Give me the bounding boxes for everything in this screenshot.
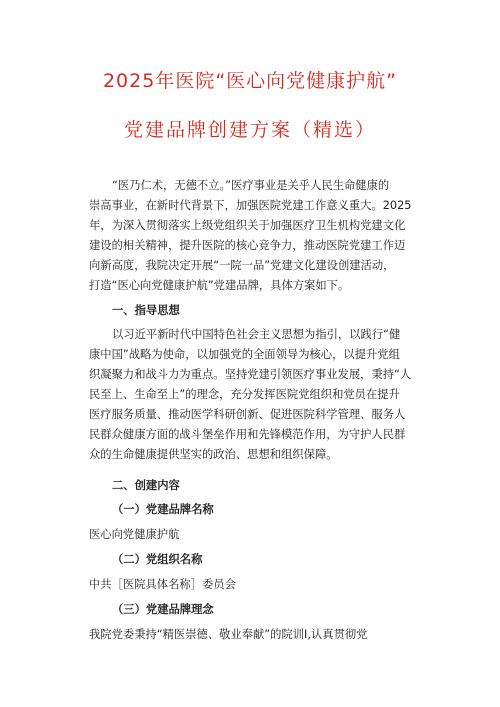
intro-line: 建设的相关精神，提升医院的核心竞争力，推动医院党建工作迈 <box>89 239 406 252</box>
section-1-line: 民至上、生命至上”的理念，充分发挥医院党组织和党员在提升 <box>89 388 400 401</box>
intro-line: 打造“医心向党健康护航”党建品牌，具体方案如下。 <box>89 279 350 292</box>
section-1-line: 织凝聚力和战斗力为重点。坚持党建引领医疗事业发展，秉持“人 <box>89 368 412 381</box>
intro-line: 向新高度，我院决定开展“一院一品”党建文化建设创建活动， <box>89 259 395 272</box>
subsection-3-heading: （三）党建品牌理念 <box>112 603 214 616</box>
section-2-heading: 二、创建内容 <box>112 479 180 492</box>
document-title-line-2: 党建品牌创建方案（精选） <box>123 119 376 141</box>
subsection-1-text: 医心向党健康护航 <box>89 528 180 541</box>
section-1-line: 众的生命健康提供坚实的政治、思想和组织保障。 <box>89 448 338 461</box>
intro-line: 崇高事业，在新时代背景下，加强医院党建工作意义重大。2025 <box>89 199 412 212</box>
intro-line: “医乃仁术，无德不立。”医疗事业是关乎人民生命健康的 <box>112 179 390 192</box>
subsection-2-heading: （二）党组织名称 <box>112 553 203 566</box>
section-1-line: 以习近平新时代中国特色社会主义思想为指引，以践行“健 <box>112 328 401 341</box>
intro-paragraph <box>89 176 433 296</box>
subsection-2-text: 中共［医院具体名称］委员会 <box>89 578 236 591</box>
section-1-line: 康中国”战略为使命，以加强党的全面领导为核心，以提升党组 <box>89 348 400 361</box>
intro-line: 年，为深入贯彻落实上级党组织关于加强医疗卫生机构党建文化 <box>89 219 406 232</box>
subsection-1-heading: （一）党建品牌名称 <box>112 503 214 516</box>
section-1-line: 医疗服务质量、推动医学科研创新、促进医院科学管理、服务人 <box>89 408 406 421</box>
subsection-3-text: 我院党委秉持“精医崇德、敬业奉献”的院训I,认真贯彻党 <box>89 628 368 641</box>
document-title-line-1: 2025年医院“医心向党健康护航” <box>102 70 398 92</box>
section-1-line: 民群众健康方面的战斗堡垒作用和先锋模范作用，为守护人民群 <box>89 428 406 441</box>
section-1-paragraph <box>89 325 433 465</box>
section-1-heading: 一、指导思想 <box>112 304 180 317</box>
